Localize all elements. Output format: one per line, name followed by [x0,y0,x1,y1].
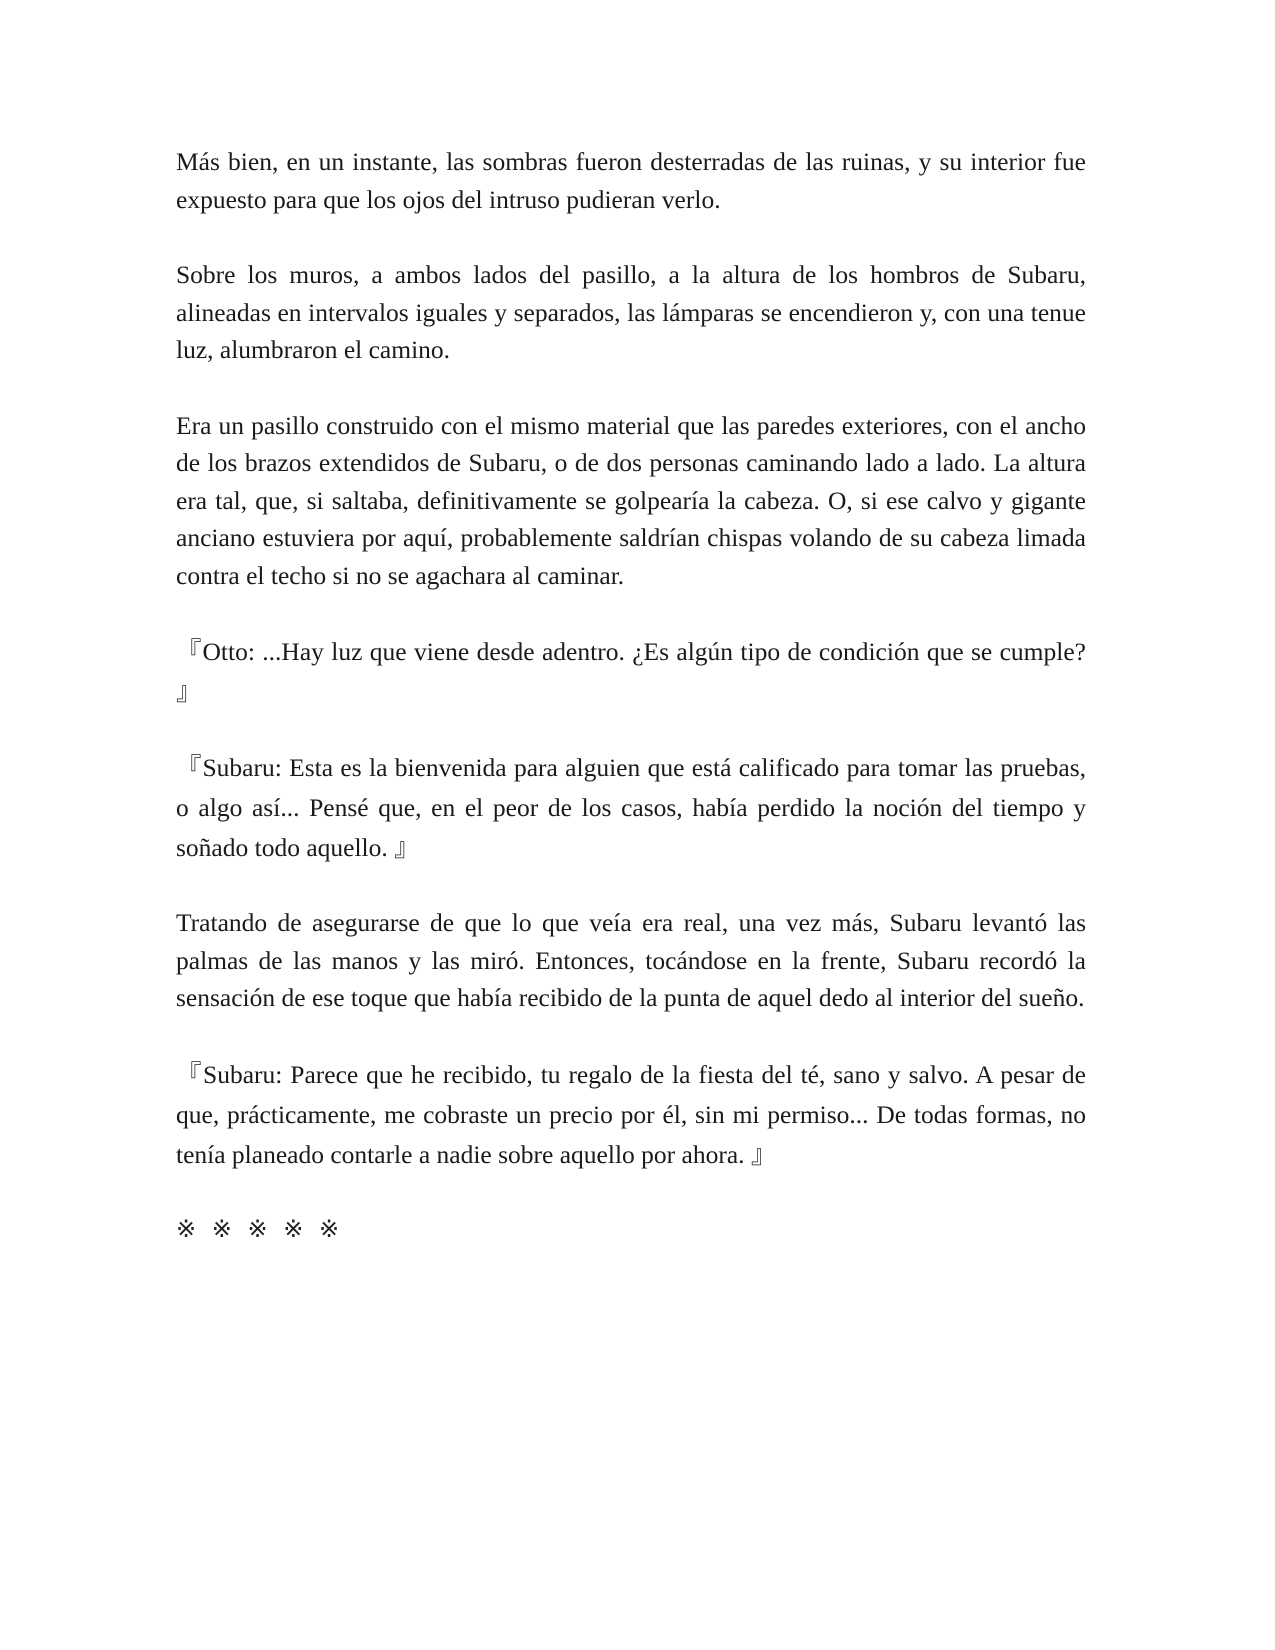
dialogue-subaru-welcome: 『Subaru: Esta es la bienvenida para alguien que está calificado para tomar las pruebas, o algo así... Pensé que, en el peor de los casos, había perdido la noción del tiempo y soñado todo aquello. 』 [176,753,1086,862]
dialogue-subaru-gift: 『Subaru: Parece que he recibido, tu regalo de la fiesta del té, sano y salvo. A pesar de que, prácticamente, me cobraste un precio por él, sin mi permiso... De todas formas, no tenía planeado contarle a nadie sobre aquello por ahora. 』 [176,1059,1086,1169]
text-column [176,143,1086,1248]
paragraph-palms: Tratando de asegurarse de que lo que veía era real, una vez más, Subaru levantó las palmas de las manos y las miró. Entonces, tocándose en la frente, Subaru recordó la sensación de ese toque que había recibido de la punta de aquel dedo al interior del sueño. [176,908,1086,1012]
section-separator: ※ ※ ※ ※ ※ [176,1214,344,1243]
paragraph-ruins-lit: Más bien, en un instante, las sombras fueron desterradas de las ruinas, y su interior fue expuesto para que los ojos del intruso pudieran verlo. [176,147,1086,214]
paragraph-lamps: Sobre los muros, a ambos lados del pasillo, a la altura de los hombros de Subaru, alineadas en intervalos iguales y separados, las lámparas se encendieron y, con una tenue luz, alumbraron el camino. [176,260,1086,364]
dialogue-otto: 『Otto: ...Hay luz que viene desde adentro. ¿Es algún tipo de condición que se cumple? 』 [176,637,1086,706]
paragraph-hallway: Era un pasillo construido con el mismo material que las paredes exteriores, con el ancho de los brazos extendidos de Subaru, o de dos personas caminando lado a lado. La altura era tal, que, si saltaba, definitivamente se golpearía la cabeza. O, si ese calvo y gigante anciano estuviera por aquí, probablemente saldrían chispas volando de su cabeza limada contra el techo si no se agachara al caminar. [176,410,1086,590]
